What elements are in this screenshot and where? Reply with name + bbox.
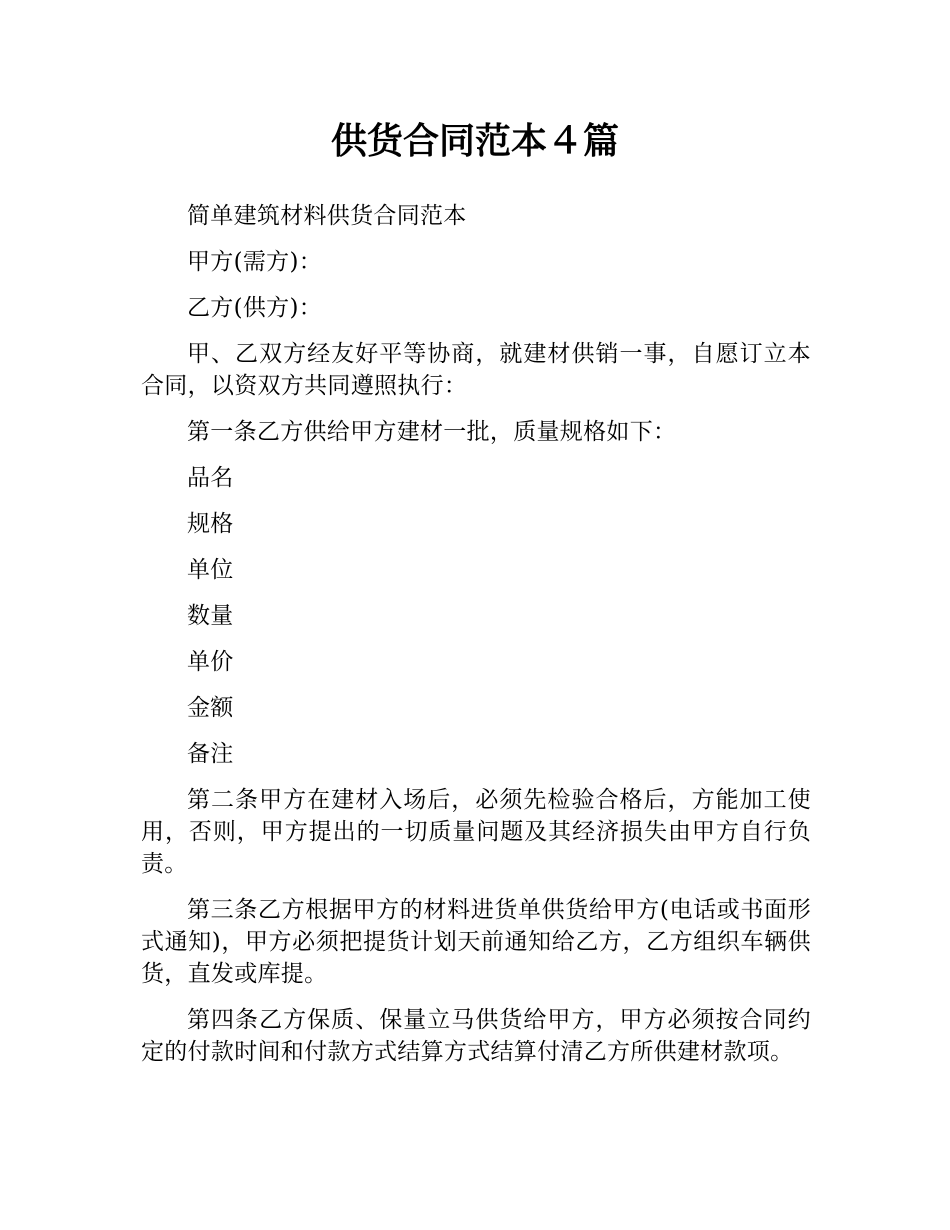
document-body	[141, 200, 811, 1082]
paragraph-party-a: 甲方(需方)：	[187, 249, 323, 275]
paragraph-party-b: 乙方(供方)：	[187, 295, 323, 321]
field-specification: 规格	[187, 511, 234, 537]
field-unit-price: 单价	[187, 649, 234, 675]
paragraph-subtitle: 简单建筑材料供货合同范本	[187, 203, 467, 229]
paragraph-article-3: 第三条乙方根据甲方的材料进货单供货给甲方(电话或书面形式通知)，甲方必须把提货计划天前通知给乙方，乙方组织车辆供货，直发或库提。	[141, 897, 811, 987]
paragraph-article-4: 第四条乙方保质、保量立马供货给甲方，甲方必须按合同约定的付款时间和付款方式结算方式结算付清乙方所供建材款项。	[141, 1007, 811, 1065]
field-unit: 单位	[187, 557, 234, 583]
field-remarks: 备注	[187, 741, 234, 767]
paragraph-preamble: 甲、乙双方经友好平等协商，就建材供销一事，自愿订立本合同，以资双方共同遵照执行：	[141, 341, 811, 399]
document-title: 供货合同范本４篇	[330, 121, 619, 162]
paragraph-article-2: 第二条甲方在建材入场后，必须先检验合格后，方能加工使用，否则，甲方提出的一切质量问题及其经济损失由甲方自行负责。	[141, 787, 811, 877]
field-quantity: 数量	[187, 603, 234, 629]
field-amount: 金额	[187, 695, 234, 721]
paragraph-article-1: 第一条乙方供给甲方建材一批，质量规格如下：	[187, 419, 677, 445]
field-product-name: 品名	[187, 465, 234, 491]
